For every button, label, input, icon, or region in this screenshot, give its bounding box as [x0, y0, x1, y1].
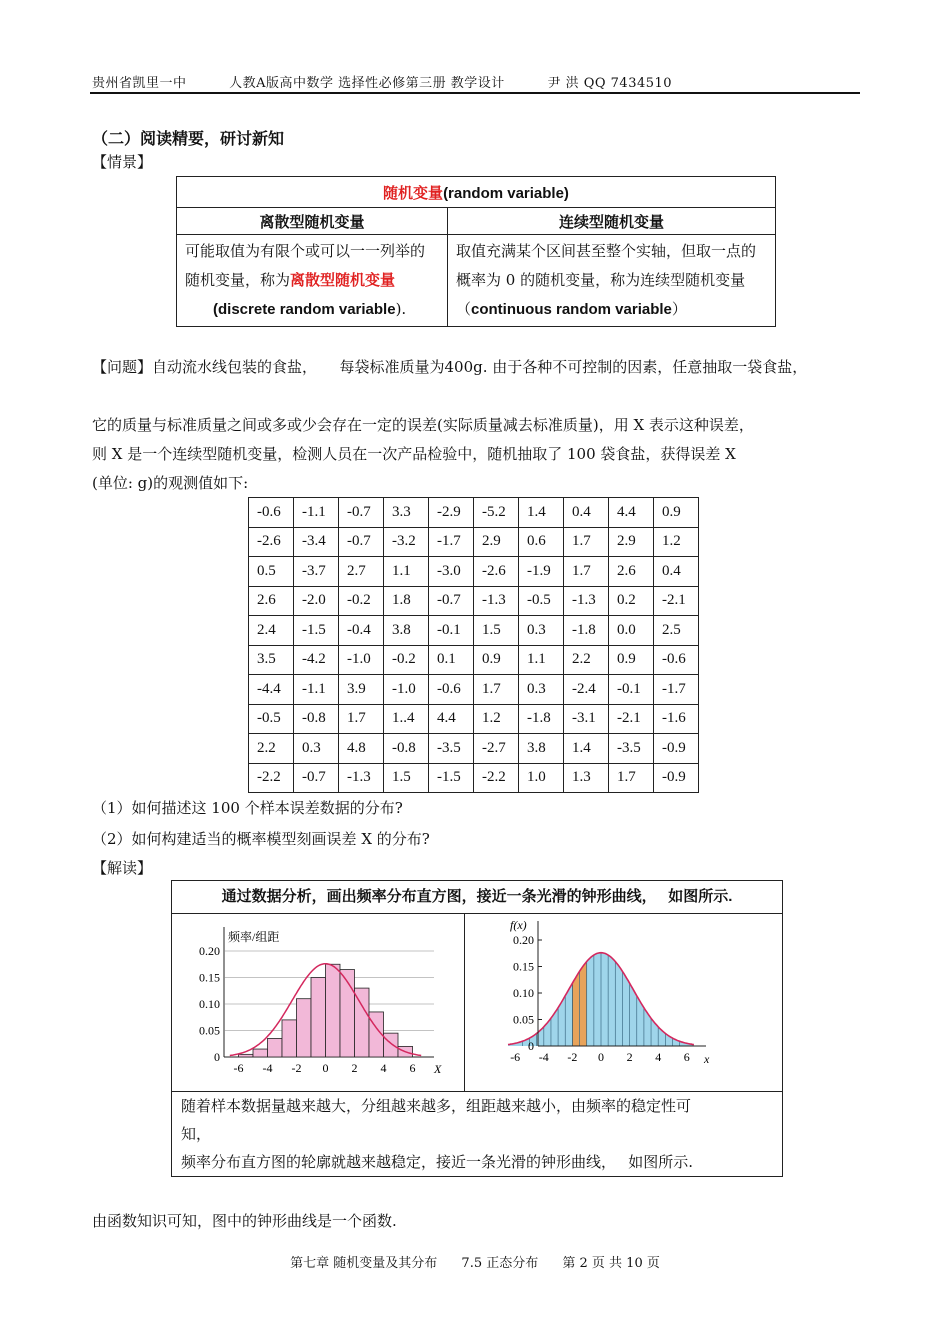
interpret-text-box — [171, 1090, 783, 1177]
x-tick-label: 6 — [683, 1050, 690, 1064]
table-cell: -1.3 — [339, 763, 384, 793]
rv-col1-head: 离散型随机变量 — [177, 208, 448, 235]
table-cell: 1.2 — [654, 527, 699, 557]
table-cell: -2.6 — [249, 527, 294, 557]
table-cell: 2.2 — [564, 645, 609, 675]
table-cell: 2.9 — [474, 527, 519, 557]
table-cell: -0.5 — [249, 704, 294, 734]
table-cell: -1.1 — [294, 498, 339, 528]
table-cell: 1.4 — [519, 498, 564, 528]
y-tick-label: 0 — [528, 1039, 534, 1053]
header-author: 尹 洪 QQ 7434510 — [547, 76, 673, 91]
problem-line-2: 它的质量与标准质量之间或多或少会存在一定的误差(实际质量减去标准质量)，用 X 表示这种误差， — [92, 416, 754, 434]
y-tick-label: 0.20 — [513, 933, 534, 947]
table-row — [249, 498, 699, 528]
x-tick-label: -6 — [510, 1050, 521, 1064]
table-cell: 0.9 — [654, 498, 699, 528]
histogram-bar — [355, 988, 370, 1057]
table-cell: 3.3 — [384, 498, 429, 528]
histogram-bar — [239, 1054, 254, 1057]
interpret-line-2: 知， — [181, 1125, 212, 1143]
y-tick-label: 0 — [214, 1050, 220, 1064]
table-cell: -1.3 — [474, 586, 519, 616]
table-cell: -0.4 — [339, 616, 384, 646]
interpret-title: 通过数据分析，画出频率分布直方图，接近一条光滑的钟形曲线， 如图所示. — [172, 881, 782, 914]
table-cell: -3.4 — [294, 527, 339, 557]
table-cell: -0.6 — [249, 498, 294, 528]
table-cell: 1.2 — [474, 704, 519, 734]
table-cell: 4.8 — [339, 734, 384, 764]
table-cell: -4.4 — [249, 675, 294, 705]
table-cell: 4.4 — [429, 704, 474, 734]
table-cell: 0.3 — [519, 675, 564, 705]
question-1: （1）如何描述这 100 个样本误差数据的分布? — [92, 799, 403, 817]
table-cell: -0.7 — [294, 763, 339, 793]
table-cell: -3.5 — [429, 734, 474, 764]
question-2: （2）如何构建适当的概率模型刻画误差 X 的分布? — [92, 830, 430, 848]
y-tick-label: 0.10 — [199, 997, 220, 1011]
random-variable-table — [176, 176, 776, 327]
interpret-figure-box — [171, 880, 783, 1092]
table-cell: 3.5 — [249, 645, 294, 675]
table-cell: -3.2 — [384, 527, 429, 557]
error-data-table — [248, 497, 699, 793]
x-tick-label: -4 — [538, 1050, 549, 1064]
table-cell: 1.4 — [564, 734, 609, 764]
table-cell: -1.8 — [564, 616, 609, 646]
table-cell: 2.6 — [609, 557, 654, 587]
table-cell: -0.2 — [384, 645, 429, 675]
x-tick-label: 2 — [626, 1050, 633, 1064]
table-cell: -1.5 — [429, 763, 474, 793]
y-tick-label: 0.20 — [199, 944, 220, 958]
table-cell: -1.3 — [564, 586, 609, 616]
table-cell: 1.5 — [474, 616, 519, 646]
table-cell: 3.9 — [339, 675, 384, 705]
table-cell: -0.8 — [384, 734, 429, 764]
table-cell: 1.1 — [519, 645, 564, 675]
histogram-bar — [311, 978, 326, 1058]
table-cell: 2.4 — [249, 616, 294, 646]
table-cell: -2.4 — [564, 675, 609, 705]
table-cell: -0.7 — [339, 527, 384, 557]
table-cell: -0.7 — [339, 498, 384, 528]
table-cell: -0.6 — [429, 675, 474, 705]
table-cell: 1.7 — [609, 763, 654, 793]
histogram-bar — [253, 1049, 268, 1057]
y-tick-label: 0.05 — [513, 1012, 534, 1027]
table-cell: -1.0 — [339, 645, 384, 675]
table-row — [249, 675, 699, 705]
table-cell: -0.8 — [294, 704, 339, 734]
table-cell: -3.5 — [609, 734, 654, 764]
x-axis-label: x — [704, 1052, 710, 1066]
problem-line-3: 则 X 是一个连续型随机变量，检测人员在一次产品检验中，随机抽取了 100 袋食盐，获得误差 X — [92, 445, 736, 463]
table-cell: 2.9 — [609, 527, 654, 557]
table-cell: 0.3 — [294, 734, 339, 764]
table-cell: 3.8 — [384, 616, 429, 646]
table-cell: -2.0 — [294, 586, 339, 616]
table-cell: -2.6 — [474, 557, 519, 587]
rv-col2-head: 连续型随机变量 — [448, 208, 776, 235]
table-cell: -0.7 — [429, 586, 474, 616]
table-cell: 0.2 — [609, 586, 654, 616]
table-row — [249, 527, 699, 557]
table-cell: 0.3 — [519, 616, 564, 646]
table-cell: 0.4 — [564, 498, 609, 528]
table-cell: 1.7 — [474, 675, 519, 705]
histogram-bar — [268, 1038, 283, 1057]
table-cell: -1.0 — [384, 675, 429, 705]
histogram-chart — [172, 915, 462, 1090]
table-cell: -1.1 — [294, 675, 339, 705]
rv-col1-body: 可能取值为有限个或可以一一列举的随机变量，称为离散型随机变量 (discrete random variable). — [177, 235, 448, 327]
table-cell: -2.9 — [429, 498, 474, 528]
table-cell: 0.9 — [474, 645, 519, 675]
table-cell: 1.7 — [564, 557, 609, 587]
table-row — [249, 734, 699, 764]
table-cell: 0.1 — [429, 645, 474, 675]
interpret-line-1: 随着样本数据量越来越大，分组越来越多，组距越来越小，由频率的稳定性可 — [181, 1097, 692, 1115]
x-tick-label: 6 — [409, 1061, 416, 1075]
table-cell: -2.1 — [654, 586, 699, 616]
table-cell: 2.7 — [339, 557, 384, 587]
y-tick-label: 0.05 — [199, 1023, 220, 1038]
y-tick-label: 0.15 — [199, 970, 220, 985]
table-row — [249, 763, 699, 793]
footer-chapter: 第七章 随机变量及其分布 — [290, 1256, 438, 1271]
table-cell: -0.5 — [519, 586, 564, 616]
x-tick-label: 0 — [322, 1061, 329, 1075]
table-cell: -3.7 — [294, 557, 339, 587]
table-cell: 1.7 — [339, 704, 384, 734]
x-tick-label: -4 — [262, 1061, 273, 1075]
table-cell: 4.4 — [609, 498, 654, 528]
header-rule — [90, 92, 860, 94]
y-axis-label: 频率/组距 — [228, 930, 280, 944]
table-cell: 1.0 — [519, 763, 564, 793]
table-cell: -2.2 — [474, 763, 519, 793]
rv-col2-body: 取值充满某个区间甚至整个实轴，但取一点的概率为 0 的随机变量，称为连续型随机变量（continuous random variable） — [448, 235, 776, 327]
tag-scene: 【情景】 — [92, 153, 153, 171]
table-cell: -0.1 — [609, 675, 654, 705]
table-cell: -0.9 — [654, 763, 699, 793]
table-cell: 1.1 — [384, 557, 429, 587]
histogram-bar — [297, 999, 312, 1057]
table-cell: 1.7 — [564, 527, 609, 557]
table-row — [249, 616, 699, 646]
table-row — [249, 645, 699, 675]
table-cell: -2.7 — [474, 734, 519, 764]
y-tick-label: 0.10 — [513, 986, 534, 1000]
table-cell: 1.5 — [384, 763, 429, 793]
histogram-bar — [384, 1033, 399, 1057]
section-title: （二）阅读精要，研讨新知 — [92, 129, 285, 148]
table-cell: -0.2 — [339, 586, 384, 616]
histogram-bar — [326, 964, 341, 1057]
table-cell: 0.9 — [609, 645, 654, 675]
table-cell: -0.9 — [654, 734, 699, 764]
y-tick-label: 0.15 — [513, 959, 534, 974]
interpret-line-3: 频率分布直方图的轮廓就越来越稳定，接近一条光滑的钟形曲线， 如图所示. — [181, 1153, 694, 1171]
table-cell: -3.1 — [564, 704, 609, 734]
table-cell: -1.7 — [654, 675, 699, 705]
table-cell: 0.6 — [519, 527, 564, 557]
histogram-bar — [282, 1020, 297, 1057]
x-tick-label: 0 — [598, 1050, 604, 1064]
x-tick-label: -2 — [291, 1061, 302, 1075]
table-cell: 1.8 — [384, 586, 429, 616]
table-cell: -1.9 — [519, 557, 564, 587]
x-tick-label: -2 — [567, 1050, 578, 1064]
problem-line-4: (单位: g)的观测值如下: — [92, 474, 249, 492]
table-row — [249, 704, 699, 734]
normal-curve-chart — [468, 915, 780, 1090]
table-cell: -4.2 — [294, 645, 339, 675]
tag-interpret: 【解读】 — [92, 859, 153, 877]
table-cell: 0.4 — [654, 557, 699, 587]
table-cell: -2.2 — [249, 763, 294, 793]
table-cell: -0.6 — [654, 645, 699, 675]
table-row — [249, 557, 699, 587]
table-cell: 0.0 — [609, 616, 654, 646]
table-cell: -1.7 — [429, 527, 474, 557]
y-axis-label: f(x) — [510, 918, 527, 932]
table-cell: -0.1 — [429, 616, 474, 646]
table-cell: -1.8 — [519, 704, 564, 734]
x-tick-label: 2 — [351, 1061, 358, 1075]
table-cell: -5.2 — [474, 498, 519, 528]
table-cell: 2.5 — [654, 616, 699, 646]
closing-text: 由函数知识可知，图中的钟形曲线是一个函数. — [92, 1212, 397, 1230]
table-cell: -2.1 — [609, 704, 654, 734]
header-school: 贵州省凯里一中 — [92, 76, 187, 91]
x-tick-label: 4 — [655, 1050, 662, 1064]
table-cell: 2.2 — [249, 734, 294, 764]
problem-line-1: 【问题】自动流水线包装的食盐， 每袋标准质量为400g. 由于各种不可控制的因素，任意抽取一袋食盐， — [92, 358, 808, 376]
table-cell: -1.6 — [654, 704, 699, 734]
page-header — [92, 72, 860, 91]
footer-page: 第 2 页 共 10 页 — [562, 1256, 660, 1271]
table-cell: 2.6 — [249, 586, 294, 616]
header-book: 人教A版高中数学 选择性必修第三册 教学设计 — [229, 76, 505, 91]
table-cell: 3.8 — [519, 734, 564, 764]
x-axis-label: X — [434, 1062, 442, 1076]
page-footer — [0, 1252, 950, 1271]
table-cell: -1.5 — [294, 616, 339, 646]
table-cell: 1.3 — [564, 763, 609, 793]
table-row — [249, 586, 699, 616]
rv-title: 随机变量(random variable) — [177, 177, 776, 208]
table-cell: 1..4 — [384, 704, 429, 734]
x-tick-label: 4 — [380, 1061, 387, 1075]
footer-section: 7.5 正态分布 — [461, 1256, 539, 1271]
table-cell: 0.5 — [249, 557, 294, 587]
table-cell: -3.0 — [429, 557, 474, 587]
figure-divider — [464, 914, 465, 1091]
x-tick-label: -6 — [233, 1061, 244, 1075]
